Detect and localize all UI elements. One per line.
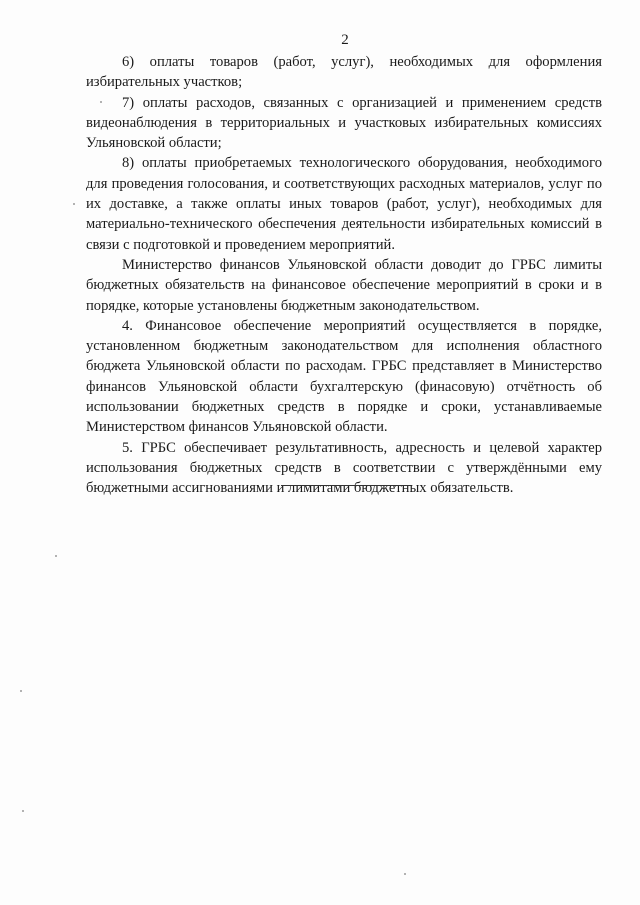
document-body [86,52,602,499]
scan-speck [20,690,22,692]
paragraph-item-7: 7) оплаты расходов, связанных с организацией и применением средств видеонаблюдения в территориальных и участковых избирательных комиссиях Ульяновской области; [86,94,602,152]
scan-speck [100,101,102,103]
scan-speck [55,555,57,557]
end-separator-line [281,485,411,486]
scan-speck [73,203,75,205]
paragraph-item-6: 6) оплаты товаров (работ, услуг), необходимых для оформления избирательных участков; [86,54,602,91]
paragraph-clause-5: 5. ГРБС обеспечивает результативность, адресность и целевой характер использования бюджетных средств в соответствии с утверждёнными ему бюджетными ассигнованиями и лимитами бюджетных обязательств. [86,439,602,497]
paragraph-item-8: 8) оплаты приобретаемых технологического оборудования, необходимого для проведения голосования, и соответствующих расходных материалов, услуг по их доставке, а также оплаты иных товаров (работ, услуг), необходимых для материально-технического обеспечения деятельности избирательных комиссий в связи с подготовкой и проведением мероприятий. [86,155,602,253]
paragraph-clause-4: 4. Финансовое обеспечение мероприятий осуществляется в порядке, установленном бюджетным законодательством для исполнения областного бюджета Ульяновской области по расходам. ГРБС представляет в Министерство финансов Ульяновской области бухгалтерскую (финасовую) отчётность об использовании бюджетных средств в порядке и сроки, устанавливаемые Министерством финансов Ульяновской области. [86,317,602,436]
paragraph-ministry-limits: Министерство финансов Ульяновской области доводит до ГРБС лимиты бюджетных обязательств на финансовое обеспечение мероприятий в сроки и в порядке, которые установлены бюджетным законодательством. [86,256,602,314]
scan-speck [22,810,24,812]
scan-speck [404,873,406,875]
page-number: 2 [341,32,349,48]
